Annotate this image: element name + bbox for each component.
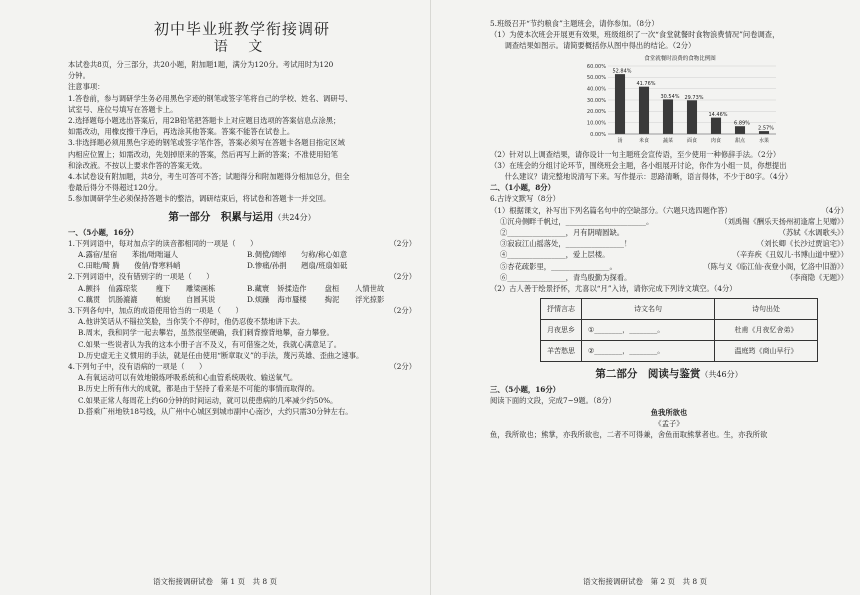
- notes-list: [68, 93, 416, 205]
- section-heading: 三、（5小题，16分）: [490, 385, 560, 395]
- q5-part3: 什么建议？请完整地说清写下来。写作提示：思路清晰，语言得体，不少于80字。（4分）: [490, 172, 793, 182]
- intro-line: 本试卷共8页，分三部分，共20小题，附加题1题，满分为120分。考试用时为120: [68, 60, 334, 69]
- table-row: [541, 341, 818, 362]
- page-footer: 语文衔接调研试卷 第 2 页 共 8 页: [582, 577, 708, 586]
- table-header: 诗文名句: [582, 299, 715, 320]
- passage-author: 《孟子》: [654, 418, 684, 428]
- table-cell: ①________，________。: [582, 320, 715, 341]
- bar: [711, 117, 721, 133]
- x-tick-label: 水果: [758, 137, 770, 144]
- table-cell: 温庭筠《商山早行》: [715, 341, 818, 362]
- q2-options: A.颤抖 仙露琼浆 瘦下 雕梁画栋 B.藏寰 矫揉造作 盘桓 人情世故: [78, 283, 385, 293]
- note-line: 2.选择题每小题选出答案后，用2B铅笔把答题卡上对应题目选项的答案信息点涂黑；: [68, 116, 341, 126]
- table-header-row: [541, 299, 818, 320]
- part1-heading: 第一部分 积累与运用（共24分）: [168, 210, 316, 223]
- bar: [687, 100, 697, 134]
- table-header: 诗句出处: [715, 299, 818, 320]
- note-line: 1.答卷前，参与调研学生务必用黑色字迹的钢笔或签字笔将自己的学校、姓名、调研号、: [68, 93, 353, 103]
- q5-part2: （2）针对以上调查结果，请你设计一句主题班会宣传语，至少使用一种修辞手法。（2分）: [490, 149, 781, 159]
- x-tick-label: 肉食: [710, 137, 722, 144]
- question-1: 1.下列词语中，每对加点字的读音都相同的一项是（ ） （2分）: [68, 238, 416, 248]
- question-2: 2.下列词语中，没有错别字的一项是（ ） （2分）: [68, 272, 416, 282]
- page-footer: 语文衔接调研试卷 第 1 页 共 8 页: [152, 577, 278, 586]
- bar: [735, 126, 745, 134]
- y-tick-label: 40.00%: [586, 86, 606, 93]
- poem-line: ⑥________________，青鸟殷勤为探看。 （李商隐《无题》）: [500, 272, 848, 282]
- waste-chart: [580, 54, 848, 148]
- table-cell: 杜甫《月夜忆舍弟》: [715, 320, 818, 341]
- q6-part1: （1）根据课文，补写出下列名篇名句中的空缺部分。（六题只选四题作答） （4分）: [490, 205, 848, 215]
- poem-table: [540, 298, 818, 362]
- table-cell: 月夜思乡: [541, 320, 582, 341]
- q3-option: B.周末，我和同学一起去攀岩，虽然很坚硬确，我们刺背擦背地攀，奋力攀登。: [78, 328, 334, 338]
- y-tick-label: 50.00%: [586, 74, 606, 81]
- passage-title: 鱼我所欲也: [650, 407, 688, 417]
- note-line: 4.本试卷设有附加题，共8分，考生可答可不答；试题得分和附加题得分相加总分，但全: [68, 172, 350, 182]
- q1-options: A.露宿/星宿 苯拙/咄咄逼人 B.倜傥/阔绰 匀称/称心如意: [78, 250, 348, 260]
- y-tick-label: 20.00%: [586, 108, 606, 115]
- q4-option: A.有氧运动可以有效地锻炼呼吸系统和心血管系统吸收、输送氧气。: [78, 373, 298, 383]
- x-tick-label: 米食: [638, 137, 650, 144]
- note-line: 卷最后得分不得超过120分。: [68, 183, 163, 193]
- q1-options: C.田畦/畸 腾 俊俏/脊寒料峭 D.惨痛/孙捐 趔扇/班扇如砥: [78, 261, 348, 271]
- poem-line: ④________________，爱上层楼。 （辛弃疾《丑奴儿·书博山道中壁》）: [500, 250, 848, 260]
- y-tick-label: 0.00%: [590, 131, 606, 138]
- table-cell: ②________，________。: [582, 341, 715, 362]
- y-tick-label: 30.00%: [586, 97, 606, 104]
- chart-title: 食堂就餐时浪费的食物比例图: [644, 55, 716, 62]
- note-line: 3.非选择题必须用黑色字迹的钢笔或签字笔作答，答案必须写在答题卡各题目指定区域: [68, 138, 345, 148]
- bar: [615, 74, 625, 134]
- data-label: 2.57%: [758, 125, 774, 132]
- question-6: 6.古诗文默写（8分）: [490, 194, 560, 204]
- x-tick-label: 蔬菜: [662, 137, 674, 144]
- note-line: 和涂改液。不按以上要求作答的答案无效。: [68, 160, 207, 170]
- x-tick-label: 面食: [686, 137, 698, 144]
- q3-option: D.历史虚无主义惯用的手法，就是任由使用“断章取义”的手法，蔑污英雄、歪曲之速事。: [78, 350, 364, 360]
- passage-text: 鱼，我所欲也；熊掌，亦我所欲也，二者不可得兼，舍鱼而取熊掌者也。生，亦我所欲: [490, 430, 768, 440]
- note-line: 试室号、座位号填写在答题卡上。: [68, 104, 178, 114]
- right-page: [430, 0, 860, 595]
- x-tick-label: 甜点: [734, 137, 746, 144]
- section-heading: 一、（5小题，16分）: [68, 227, 138, 237]
- bar-chart-svg: [580, 62, 780, 144]
- part2-heading: 第二部分 阅读与鉴赏（共46分）: [595, 368, 743, 381]
- question-4: 4.下列句子中，没有语病的一项是（ ） （2分）: [68, 362, 416, 372]
- data-label: 30.54%: [660, 93, 680, 100]
- poem-line: ⑤杏花疏影里，________________。 （陈与义《临江仙·夜登小阁，忆洛中旧游》）: [500, 261, 848, 271]
- q2-options: C.藕贯 饥肠漉漉 帕旋 自圆其说 D.烦躁 海市蜃楼 掏泥 浮光掠影: [78, 294, 385, 304]
- q5-part1: （1）为使本次班会开展更有效果，班级组织了一次“食堂就餐时食物浪费情况”问卷调查，: [490, 30, 780, 40]
- question-3: 3.下列各句中，加点的成语使用恰当的一项是（ ） （2分）: [68, 306, 416, 316]
- q4-option: D.搭乘广州地铁18号线，从广州中心城区到城市副中心南沙，大约只需30分钟左右。: [78, 406, 353, 416]
- data-label: 52.84%: [612, 68, 632, 75]
- question-5: 5.班级召开“节约粮食”主题班会，请你参加。（8分）: [490, 19, 659, 28]
- poem-line: ②________________，月有阴晴圆缺。 （苏轼《水调歌头》）: [500, 228, 848, 238]
- exam-title: 初中毕业班教学衔接调研: [153, 20, 330, 38]
- q4-option: B.历史上所有伟大的成就，都是由于坚持了看来是不可能的事情而取得的。: [78, 384, 320, 394]
- data-label: 41.76%: [636, 80, 656, 87]
- data-label: 14.46%: [708, 111, 728, 118]
- x-tick-label: 汤: [617, 137, 623, 144]
- intro-line: 分钟。: [68, 71, 90, 81]
- y-tick-label: 10.00%: [586, 120, 606, 127]
- bar: [639, 86, 649, 133]
- note-line: 5.参加调研学生必须保持答题卡的整洁，调研结束后，将试卷和答题卡一并交回。: [68, 194, 331, 204]
- q3-option: C.如果一些说者认为我的这本小册子言不及义，有可借鉴之处，我就心满意足了。: [78, 339, 342, 349]
- poem-line: ③寂寂江山摇落处，________________！ （刘长卿《长沙过贾谊宅》）: [500, 239, 848, 249]
- q5-part1: 调查结果如图示。请简要概括你从图中得出的结论。（2分）: [490, 41, 696, 51]
- table-row: [541, 320, 818, 341]
- q4-option: C.如果正常人每周花上约60分钟的时间运动，就可以使患病的几率减少约50%。: [78, 395, 338, 405]
- q3-option: A.他讲笑话从不锱拉笑脸，当你笑个不停时，他仍忍俊不禁地讲下去。: [78, 317, 305, 327]
- y-tick-label: 60.00%: [586, 63, 606, 70]
- q5-part3: （3）在班会的分组讨论环节，围绕班会主题，各小组展开讨论，你作为小组一员，你想提出: [490, 160, 787, 170]
- reading-instruction: 阅读下面的文段，完成7~9题。（8分）: [490, 396, 616, 406]
- table-cell: 羊苦愁思: [541, 341, 582, 362]
- poem-line: ①沉舟侧畔千帆过，______________________。 （刘禹锡《酬乐天扬州初逢席上见赠》）: [500, 216, 848, 226]
- section-heading: 二、（1小题，8分）: [490, 183, 555, 193]
- exam-subject: 语 文: [213, 39, 271, 55]
- bar: [663, 99, 673, 134]
- data-label: 29.73%: [684, 94, 704, 101]
- table-header: 抒情言志: [541, 299, 582, 320]
- note-line: 内相应位置上；如需改动，先划掉原来的答案，然后再写上新的答案；不准使用铅笔: [68, 149, 338, 159]
- notes-heading: 注意事项：: [68, 82, 105, 92]
- q6-part2: （2）古人善于绘景抒怀，尤喜以“月”入诗，请你完成下列诗文填空。（4分）: [490, 284, 737, 294]
- note-line: 如需改动，用橡皮擦干净后，再选涂其他答案。答案不能答在试卷上。: [68, 127, 295, 137]
- data-label: 6.89%: [734, 120, 750, 127]
